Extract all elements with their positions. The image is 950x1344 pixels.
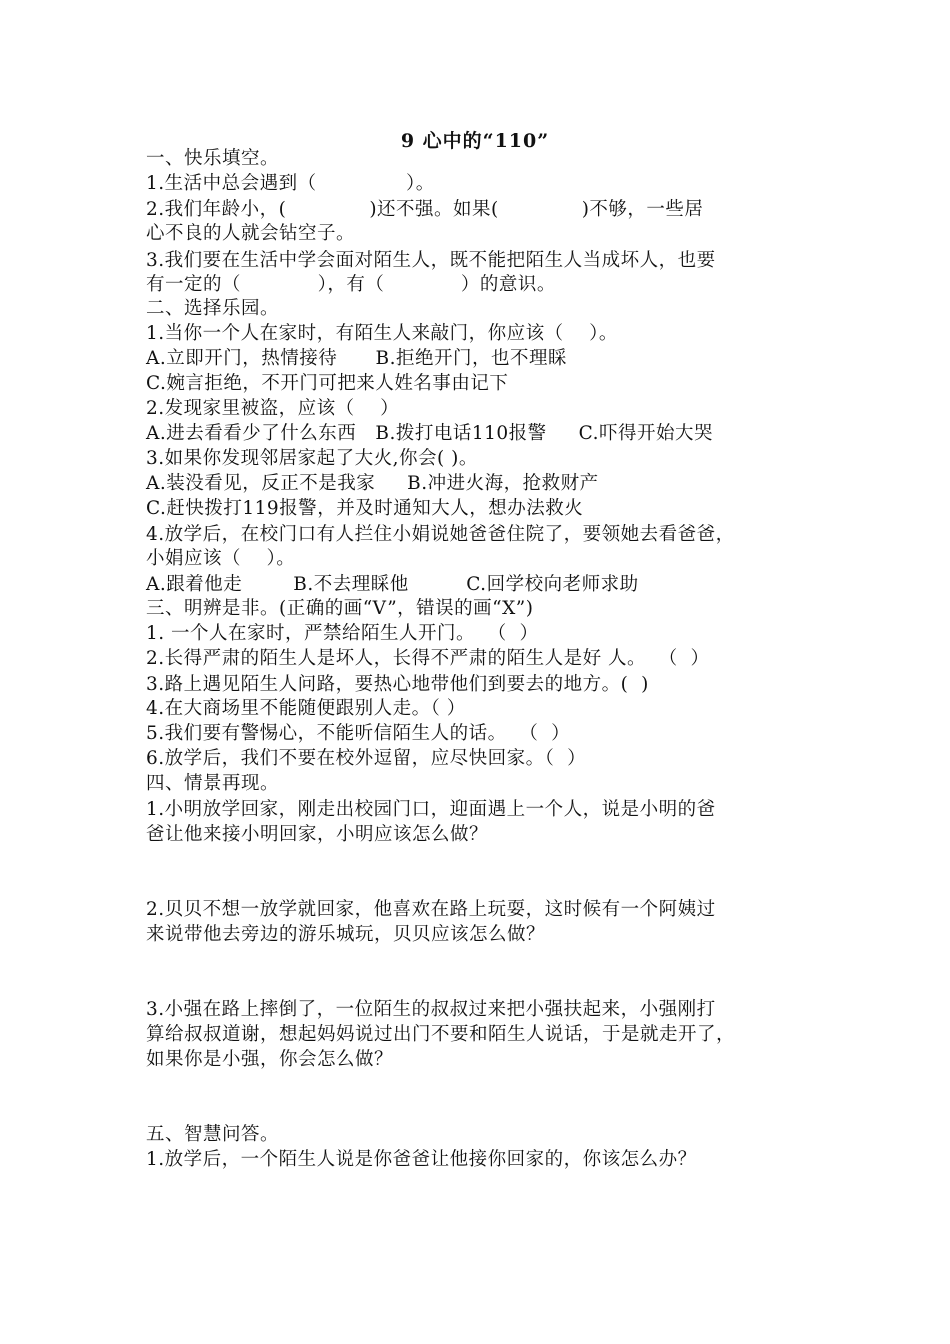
choice-question-4-options: A.跟着他走 B.不去理睬他 C.回学校向老师求助 (146, 574, 639, 595)
scenario-3-line-2: 算给叔叔道谢，想起妈妈说过出门不要和陌生人说话，于是就走开了， (146, 1024, 736, 1045)
true-false-item-5: 5.我们要有警惕心，不能听信陌生人的话。 （ ） (146, 723, 571, 744)
section-heading-true-false: 三、明辨是非。(正确的画“V”，错误的画“X”) (146, 598, 534, 619)
scenario-1-line-1: 1.小明放学回家，刚走出校园门口，迎面遇上一个人，说是小明的爸 (146, 799, 716, 820)
choice-question-1-options-ab: A.立即开门，热情接待 B.拒绝开门，也不理睬 (146, 348, 568, 369)
section-heading-fill-in: 一、快乐填空。 (146, 148, 280, 169)
section-heading-choice: 二、选择乐园。 (146, 298, 280, 319)
section-heading-questions: 五、智慧问答。 (146, 1124, 280, 1145)
true-false-item-2: 2.长得严肃的陌生人是坏人，长得不严肃的陌生人是好 人。 （ ） (146, 648, 710, 669)
scenario-3-line-1: 3.小强在路上摔倒了，一位陌生的叔叔过来把小强扶起来，小强刚打 (146, 999, 716, 1020)
choice-question-3-options-ab: A.装没看见，反正不是我家 B.冲进火海，抢救财产 (146, 473, 599, 494)
fill-question-3-line-1: 3.我们要在生活中学会面对陌生人，既不能把陌生人当成坏人，也要 (146, 250, 716, 271)
wisdom-question-1: 1.放学后，一个陌生人说是你爸爸让他接你回家的，你该怎么办？ (146, 1149, 697, 1170)
scenario-2-line-1: 2.贝贝不想一放学就回家，他喜欢在路上玩耍，这时候有一个阿姨过 (146, 899, 716, 920)
choice-question-1-option-c: C.婉言拒绝，不开门可把来人姓名事由记下 (146, 373, 509, 394)
choice-question-2: 2.发现家里被盗，应该（ ） (146, 398, 400, 419)
true-false-item-1: 1. 一个人在家时，严禁给陌生人开门。 （ ） (146, 623, 539, 644)
fill-question-3-line-2: 有一定的（ ），有（ ）的意识。 (146, 274, 556, 295)
choice-question-1: 1.当你一个人在家时，有陌生人来敲门，你应该（ ）。 (146, 323, 618, 344)
scenario-1-line-2: 爸让他来接小明回家，小明应该怎么做？ (146, 824, 489, 845)
choice-question-4-line-1: 4.放学后，在校门口有人拦住小娟说她爸爸住院了，要领她去看爸爸， (146, 524, 735, 545)
choice-question-3-option-c: C.赶快拨打119报警，并及时通知大人，想办法救火 (146, 498, 584, 519)
fill-question-2-line-1: 2.我们年龄小，( )还不强。如果( )不够，一些居 (146, 199, 704, 220)
choice-question-3: 3.如果你发现邻居家起了大火,你会( )。 (146, 448, 478, 469)
true-false-item-4: 4.在大商场里不能随便跟别人走。（ ） (146, 698, 466, 719)
choice-question-2-options: A.进去看看少了什么东西 B.拨打电话110报警 C.吓得开始大哭 (146, 423, 713, 444)
section-heading-scenarios: 四、情景再现。 (146, 773, 280, 794)
scenario-3-line-3: 如果你是小强，你会怎么做？ (146, 1049, 394, 1070)
fill-question-2-line-2: 心不良的人就会钻空子。 (146, 223, 356, 244)
true-false-item-6: 6.放学后，我们不要在校外逗留，应尽快回家。（ ） (146, 748, 587, 769)
choice-question-4-line-2: 小娟应该（ ）。 (146, 548, 296, 569)
scenario-2-line-2: 来说带他去旁边的游乐城玩，贝贝应该怎么做？ (146, 924, 546, 945)
true-false-item-3: 3.路上遇见陌生人问路，要热心地带他们到要去的地方。( ) (146, 674, 649, 695)
page-title: 9 心中的“110” (400, 130, 550, 152)
fill-question-1: 1.生活中总会遇到（ ）。 (146, 173, 435, 194)
